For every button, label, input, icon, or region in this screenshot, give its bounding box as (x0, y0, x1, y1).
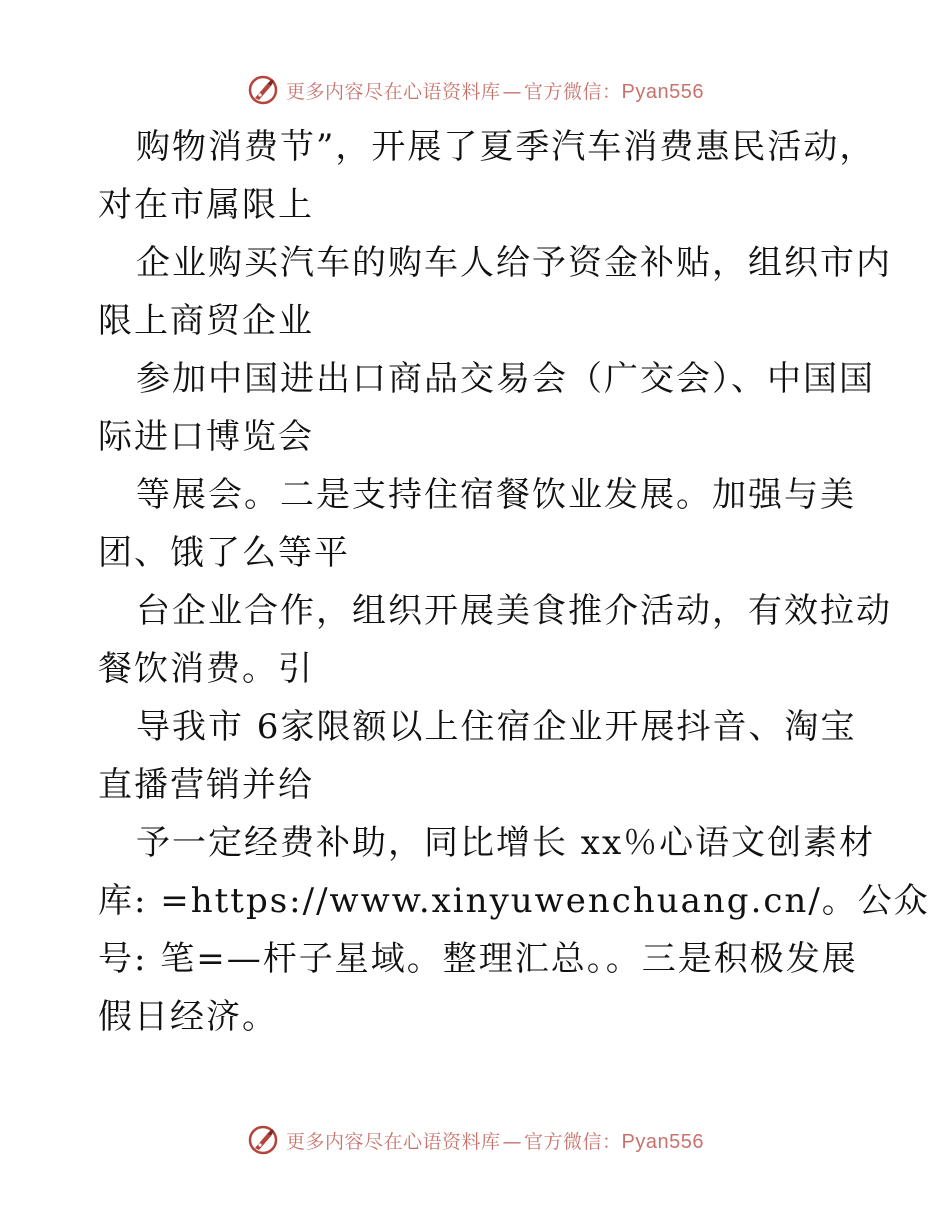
text-line: 假日经济。 (98, 997, 278, 1037)
text-line: 台企业合作，组织开展美食推介活动，有效拉动 (136, 591, 892, 631)
text-line: 限上商贸企业 (98, 301, 314, 341)
header-banner-slogan: 更多内容尽在心语资料库 (286, 80, 501, 103)
text-line: 直播营销并给 (98, 765, 314, 805)
header-banner-dash: — (502, 80, 523, 103)
pen-nib-logo-icon (246, 73, 280, 107)
text-line: 购物消费节”，开展了夏季汽车消费惠民活动， (136, 127, 876, 167)
text-line: 等展会。二是支持住宿餐饮业发展。加强与美 (136, 475, 856, 515)
text-line: 对在市属限上 (98, 185, 314, 225)
pen-nib-logo-icon (246, 1123, 280, 1157)
header-banner (0, 70, 950, 110)
text-line: 团、饿了么等平 (98, 533, 350, 573)
text-line: 餐饮消费。引 (98, 649, 314, 689)
footer-banner-dash: — (502, 1130, 523, 1153)
footer-banner-wechat-label: 官方微信： (524, 1130, 622, 1153)
footer-banner (0, 1120, 950, 1160)
header-banner-text (286, 77, 704, 104)
footer-banner-wechat-id: Pyan556 (621, 1130, 704, 1153)
footer-banner-slogan: 更多内容尽在心语资料库 (286, 1130, 501, 1153)
text-line: 参加中国进出口商品交易会（广交会）、中国国 (136, 359, 875, 399)
text-line: 际进口博览会 (98, 417, 314, 457)
footer-banner-text (286, 1127, 704, 1154)
document-body (98, 118, 930, 1046)
header-banner-wechat-id: Pyan556 (621, 80, 704, 103)
text-line: 库: =https://www.xinyuwenchuang.cn/。公众 (98, 881, 930, 921)
text-line: 企业购买汽车的购车人给予资金补贴，组织市内 (136, 243, 892, 283)
text-line: 导我市 6家限额以上住宿企业开展抖音、淘宝 (136, 707, 857, 747)
header-banner-wechat-label: 官方微信： (524, 80, 622, 103)
text-line: 予一定经费补助，同比增长 xx％心语文创素材 (136, 823, 876, 863)
text-line: 号: 笔=—杆子星域。整理汇总。。三是积极发展 (98, 939, 858, 979)
